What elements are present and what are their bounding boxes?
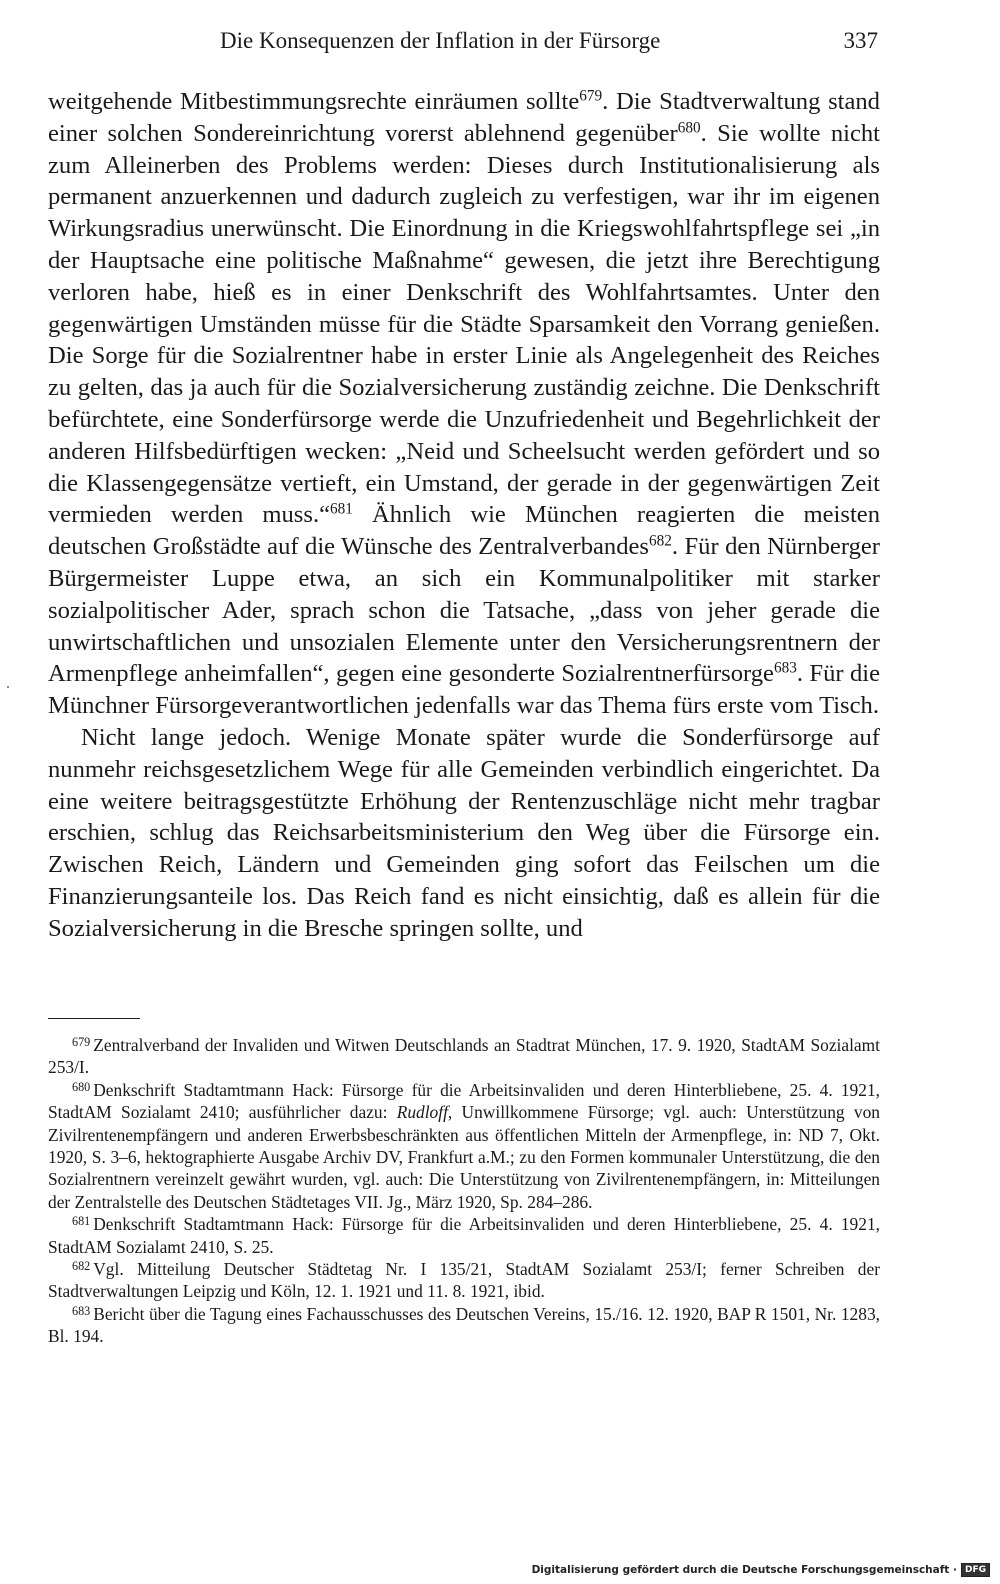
footnote-679 (48, 1034, 880, 1079)
scan-speck (7, 686, 9, 688)
text-run: . Für die Münchner Fürsorgeverantwortlichen jedenfalls war das Thema fürs erste vom Tisch. (48, 660, 881, 720)
footnote-divider (48, 1018, 140, 1019)
footnote-ref-682[interactable]: 682 (649, 532, 672, 550)
text-run: . Die Stadtverwaltung stand einer solchen Sondereinrichtung vorerst ablehnend gegenüber (48, 88, 880, 147)
text-run: weitgehende Mitbestimmungsrechte einräumen sollte (48, 88, 580, 115)
footnote-number: 683 (72, 1304, 91, 1319)
footnote-number: 679 (72, 1035, 91, 1050)
footnote-number: 682 (72, 1259, 91, 1274)
digitization-credit (532, 1562, 990, 1578)
footnote-681 (48, 1213, 880, 1258)
footnote-text: , Unwillkommene Fürsorge; vgl. auch: Unterstützung von Zivilrentenempfängern und anderen Erwerbsbeschränkten aus öffentlichen Mitteln der Armenpflege, in: ND 7, Okt. 1920, S. 3–6, hektographierte Ausgabe Archiv DV, Frankfurt a.M.; zu den Formen kommunaler Unterstützung, die den Sozialrentnern vereinzelt gewährt wurden, vgl. auch: Die Unterstützung von Zivilrentenempfängern, in: Mitteilungen der Zentralstelle des Deutschen Städtetages VII. Jg., März 1920, Sp. 284–286. (48, 1102, 880, 1212)
footnote-680 (48, 1079, 880, 1213)
credit-text: Digitalisierung gefördert durch die Deutsche Forschungsgemeinschaft · (531, 1564, 957, 1576)
text-run: . Sie wollte nicht zum Alleinerben des Problems werden: Dieses durch Institutionalisierung als permanent anzuerkennen und dadurch zugleich zu verfestigen, war ihr im eigenen Wirkungsradius unerwünscht. Die Einordnung in die Kriegswohlfahrtspflege sei „in der Hauptsache eine politische Maßnahme“ gewesen, die jetzt ihre Berechtigung verloren habe, hieß es in einer Denkschrift des Wohlfahrtsamtes. Unter den gegenwärtigen Umständen müsse für die Städte Sparsamkeit den Vorrang genießen. Die Sorge für die Sozialrentner habe in erster Linie als Angelegenheit des Reiches zu gelten, das ja auch für die Sozialversicherung zuständig zeichne. Die Denkschrift befürchtete, eine Sonderfürsorge werde die Unzufriedenheit und Begehrlichkeit der anderen Hilfsbedürftigen wecken: „Neid und Scheelsucht werden gefördert und so die Klassengegensätze vertieft, ein Umstand, der gerade in der gegenwärtigen Zeit vermieden werden muss.“ (48, 119, 881, 529)
paragraph-2: Nicht lange jedoch. Wenige Monate später wurde die Sonderfürsorge auf nunmehr reichsgesetzlichem Wege für alle Gemeinden verbindlich eingerichtet. Da eine weitere beitragsgestützte Erhöhung der Rentenzuschläge nicht mehr tragbar erschien, schlug das Reichsarbeitsministerium den Weg über die Fürsorge ein. Zwischen Reich, Ländern und Gemeinden ging sofort das Feilschen um die Finanzierungsanteile los. Das Reich fand es nicht einsichtig, daß es allein für die Sozialversicherung in die Bresche springen sollte, und (48, 723, 880, 942)
paragraph-1 (48, 86, 880, 722)
footnote-ref-679[interactable]: 679 (579, 87, 603, 105)
dfg-logo: DFG (961, 1563, 990, 1577)
running-title: Die Konsequenzen der Inflation in der Fürsorge (220, 28, 661, 53)
footnote-ref-680[interactable]: 680 (677, 119, 701, 137)
text-run: Ähnlich wie München reagierten die meisten deutschen Großstädte auf die Wünsche des Zentralverbandes (48, 501, 880, 561)
footnote-682 (48, 1258, 880, 1303)
footnote-ref-681[interactable]: 681 (330, 500, 353, 518)
footnote-text: Bericht über die Tagung eines Fachausschusses des Deutschen Vereins, 15./16. 12. 1920, BAP R 1501, Nr. 1283, Bl. 194. (48, 1303, 880, 1347)
footnote-author: Rudloff (396, 1102, 448, 1123)
running-header (48, 24, 878, 64)
footnote-number: 680 (72, 1079, 91, 1094)
footnote-text: Zentralverband der Invaliden und Witwen Deutschlands an Stadtrat München, 17. 9. 1920, StadtAM Sozialamt 253/I. (48, 1035, 880, 1078)
footnote-text: Vgl. Mitteilung Deutscher Städtetag Nr. I 135/21, StadtAM Sozialamt 253/I; ferner Schreiben der Stadtverwaltungen Leipzig und Köln, 12. 1. 1921 und 11. 8. 1921, ibid. (48, 1259, 880, 1302)
footnote-683 (48, 1303, 880, 1348)
page-number: 337 (843, 28, 878, 53)
footnote-ref-683[interactable]: 683 (773, 659, 797, 677)
footnote-text: Denkschrift Stadtamtmann Hack: Fürsorge für die Arbeitsinvaliden und deren Hinterbliebene, 25. 4. 1921, StadtAM Sozialamt 2410; ausführlicher dazu: (48, 1079, 880, 1123)
footnotes (48, 1034, 880, 1348)
footnote-number: 681 (72, 1214, 91, 1229)
footnote-text: Denkschrift Stadtamtmann Hack: Fürsorge für die Arbeitsinvaliden und deren Hinterbliebene, 25. 4. 1921, StadtAM Sozialamt 2410, S. 25. (48, 1214, 880, 1257)
main-text (48, 86, 880, 945)
text-run: . Für den Nürnberger Bürgermeister Luppe etwa, an sich ein Kommunalpolitiker mit starker sozialpolitischer Ader, sprach schon die Tatsache, „dass von jeher gerade die unwirtschaftlichen und unsozialen Elemente unter den Versicherungsrentnern der Armenpflege anheimfallen“, gegen eine gesonderte Sozialrentnerfürsorge (48, 533, 880, 688)
